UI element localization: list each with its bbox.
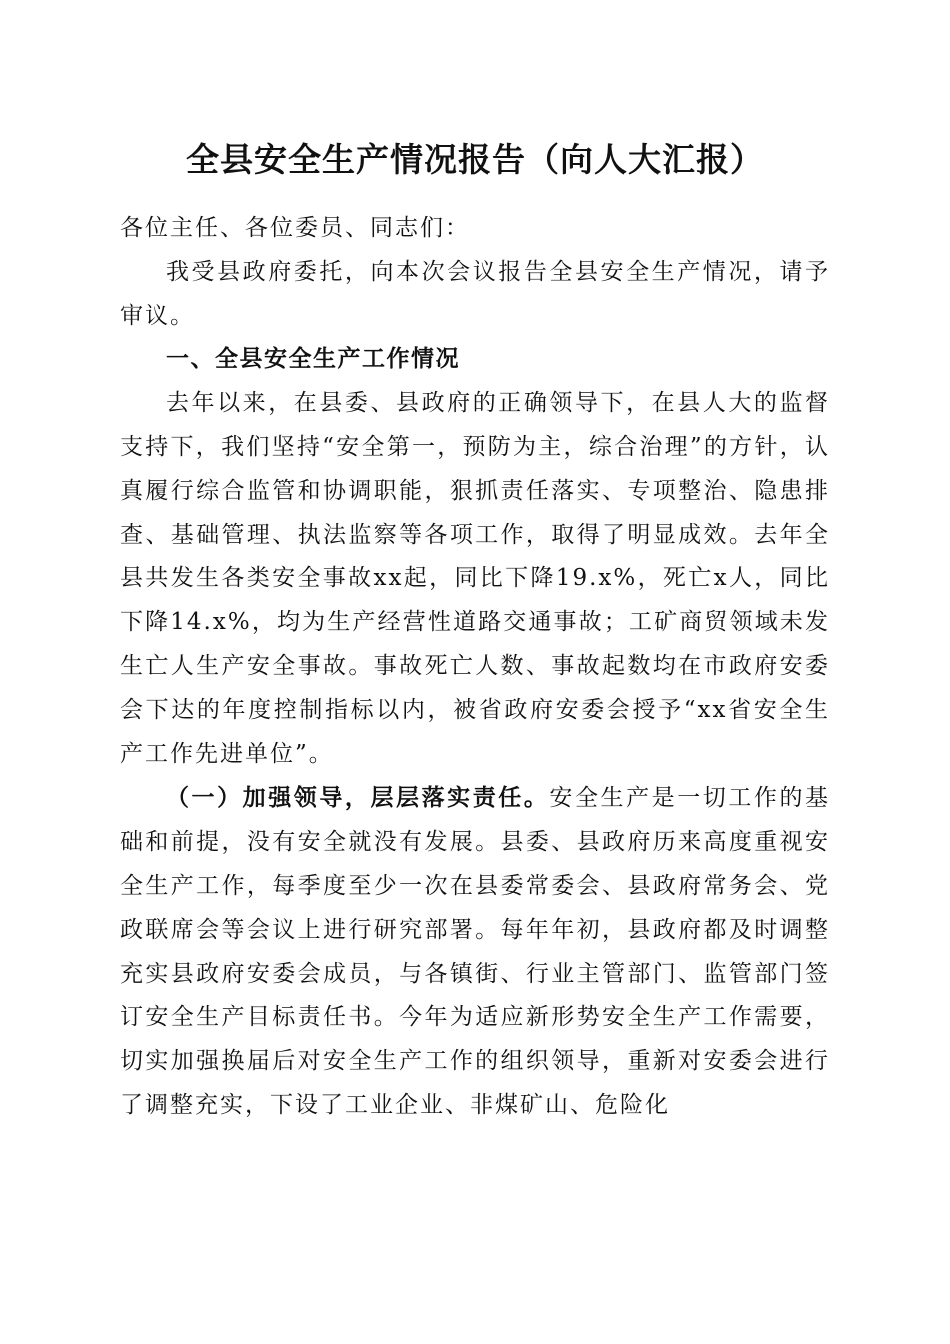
salutation: 各位主任、各位委员、同志们： xyxy=(120,215,470,241)
section-1-paragraph: 去年以来，在县委、县政府的正确领导下，在县人大的监督支持下，我们坚持“安全第一，预防为主，综合治理”的方针，认真履行综合监管和协调职能，狠抓责任落实、专项整治、隐患排查、基础管理、执法监察等各项工作，取得了明显成效。去年全县共发生各类安全事故xx起，同比下降19.x%，死亡x人，同比下降14.x%，均为生产经营性道路交通事故；工矿商贸领域未发生亡人生产安全事故。事故死亡人数、事故起数均在市政府安委会下达的年度控制指标以内，被省政府安委会授予“xx省安全生产工作先进单位”。 xyxy=(120,390,830,767)
subsection-1-text: 安全生产是一切工作的基础和前提，没有安全就没有发展。县委、县政府历来高度重视安全生产工作，每季度至少一次在县委常委会、县政府常务会、党政联席会等会议上进行研究部署。每年年初，县政府都及时调整充实县政府安委会成员，与各镇街、行业主管部门、监管部门签订安全生产目标责任书。今年为适应新形势安全生产工作需要，切实加强换届后对安全生产工作的组织领导，重新对安委会进行了调整充实，下设了工业企业、非煤矿山、危险化 xyxy=(120,785,831,1118)
section-heading-1: 一、全县安全生产工作情况 xyxy=(166,346,460,373)
subsection-1-heading: （一）加强领导，层层落实责任。 xyxy=(166,784,550,812)
document-title: 全县安全生产情况报告（向人大汇报） xyxy=(186,140,764,179)
subsection-1-paragraph xyxy=(120,776,830,1127)
document-body xyxy=(120,207,830,1128)
intro-paragraph: 我受县政府委托，向本次会议报告全县安全生产情况，请予审议。 xyxy=(120,258,830,329)
